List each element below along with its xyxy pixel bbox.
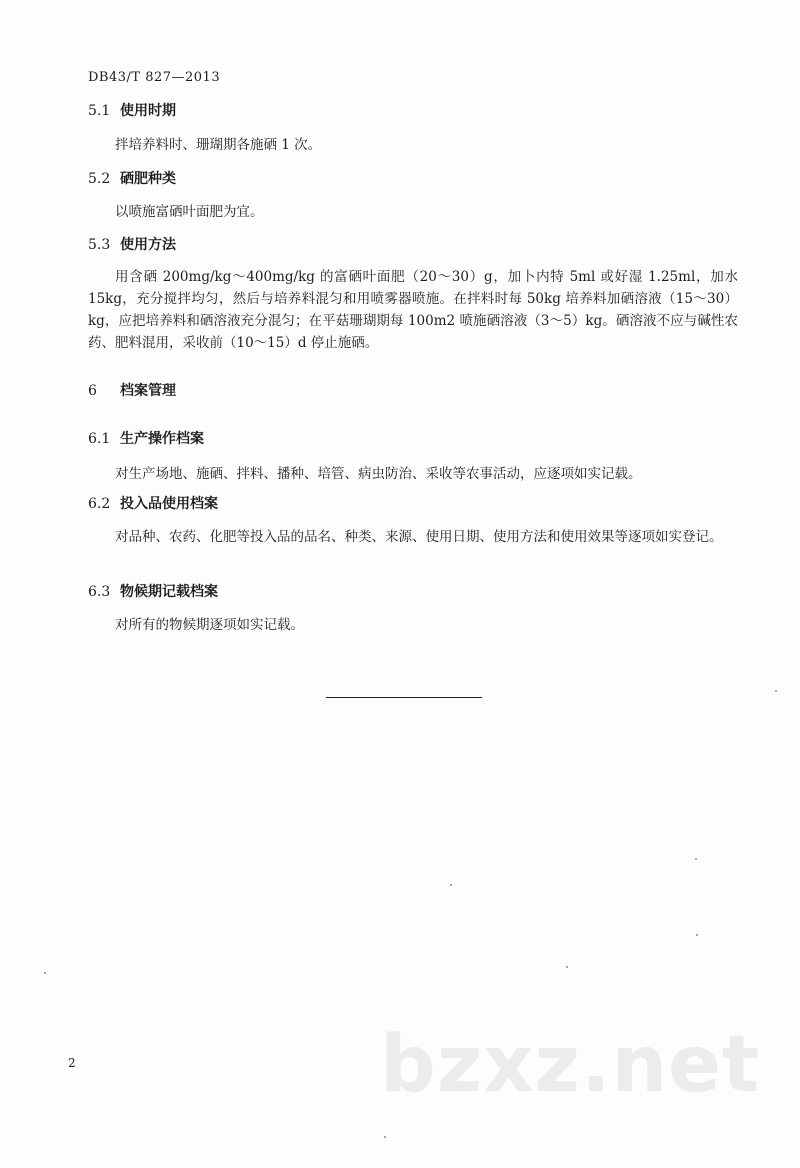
section-heading-6 — [88, 380, 176, 400]
scan-speck — [696, 934, 698, 936]
section-number: 6.1 — [88, 431, 111, 447]
section-heading-6-3 — [88, 581, 218, 601]
section-heading-5-2 — [88, 168, 176, 188]
scan-speck — [566, 966, 568, 968]
section-number: 6.3 — [88, 584, 111, 600]
watermark-text: bzxz.net — [380, 1020, 761, 1110]
section-title: 物候期记载档案 — [120, 584, 218, 600]
section-body-5-3: 用含硒 200mg/kg～400mg/kg 的富硒叶面肥（20～30）g，加卜内特 5ml 或好湿 1.25ml，加水 15kg，充分搅拌均匀，然后与培养料混匀和用喷雾器喷施。在拌料时每 50kg 培养料加硒溶液（15～30）kg，应把培养料和硒溶液充分混匀；在平菇珊瑚期每 100m2 喷施硒溶液（3～5）kg。硒溶液不应与碱性农药、肥料混用，采收前（10～15）d 停止施硒。 — [88, 269, 738, 351]
page-number: 2 — [68, 1056, 76, 1070]
section-number: 5.3 — [88, 237, 111, 253]
scan-speck — [695, 858, 697, 860]
section-heading-6-1 — [88, 428, 204, 448]
scan-speck — [384, 1136, 386, 1138]
section-body-6-1: 对生产场地、施硒、拌料、播种、培管、病虫防治、采收等农事活动，应逐项如实记载。 — [115, 466, 642, 482]
section-title: 生产操作档案 — [120, 431, 204, 447]
section-body-5-1: 拌培养料时、珊瑚期各施硒 1 次。 — [115, 137, 322, 153]
section-number: 5.2 — [88, 171, 111, 187]
section-body-6-3: 对所有的物候期逐项如实记载。 — [115, 617, 304, 633]
section-title: 使用方法 — [120, 237, 176, 253]
standard-code: DB43/T 827—2013 — [88, 70, 221, 85]
section-heading-6-2 — [88, 493, 218, 513]
section-body-6-2: 对品种、农药、化肥等投入品的品名、种类、来源、使用日期、使用方法和使用效果等逐项如实登记。 — [115, 529, 723, 545]
scan-speck — [775, 690, 777, 692]
section-body-5-2: 以喷施富硒叶面肥为宜。 — [115, 204, 264, 220]
scan-speck — [44, 972, 46, 974]
section-number: 5.1 — [88, 103, 111, 119]
section-heading-5-3 — [88, 234, 176, 254]
end-rule — [326, 697, 482, 698]
section-title: 投入品使用档案 — [120, 496, 218, 512]
section-title: 硒肥种类 — [120, 171, 176, 187]
section-title: 使用时期 — [120, 103, 176, 119]
section-title: 档案管理 — [120, 383, 176, 399]
section-number: 6 — [88, 383, 97, 399]
section-number: 6.2 — [88, 496, 111, 512]
scan-speck — [450, 884, 452, 886]
section-heading-5-1 — [88, 100, 176, 120]
